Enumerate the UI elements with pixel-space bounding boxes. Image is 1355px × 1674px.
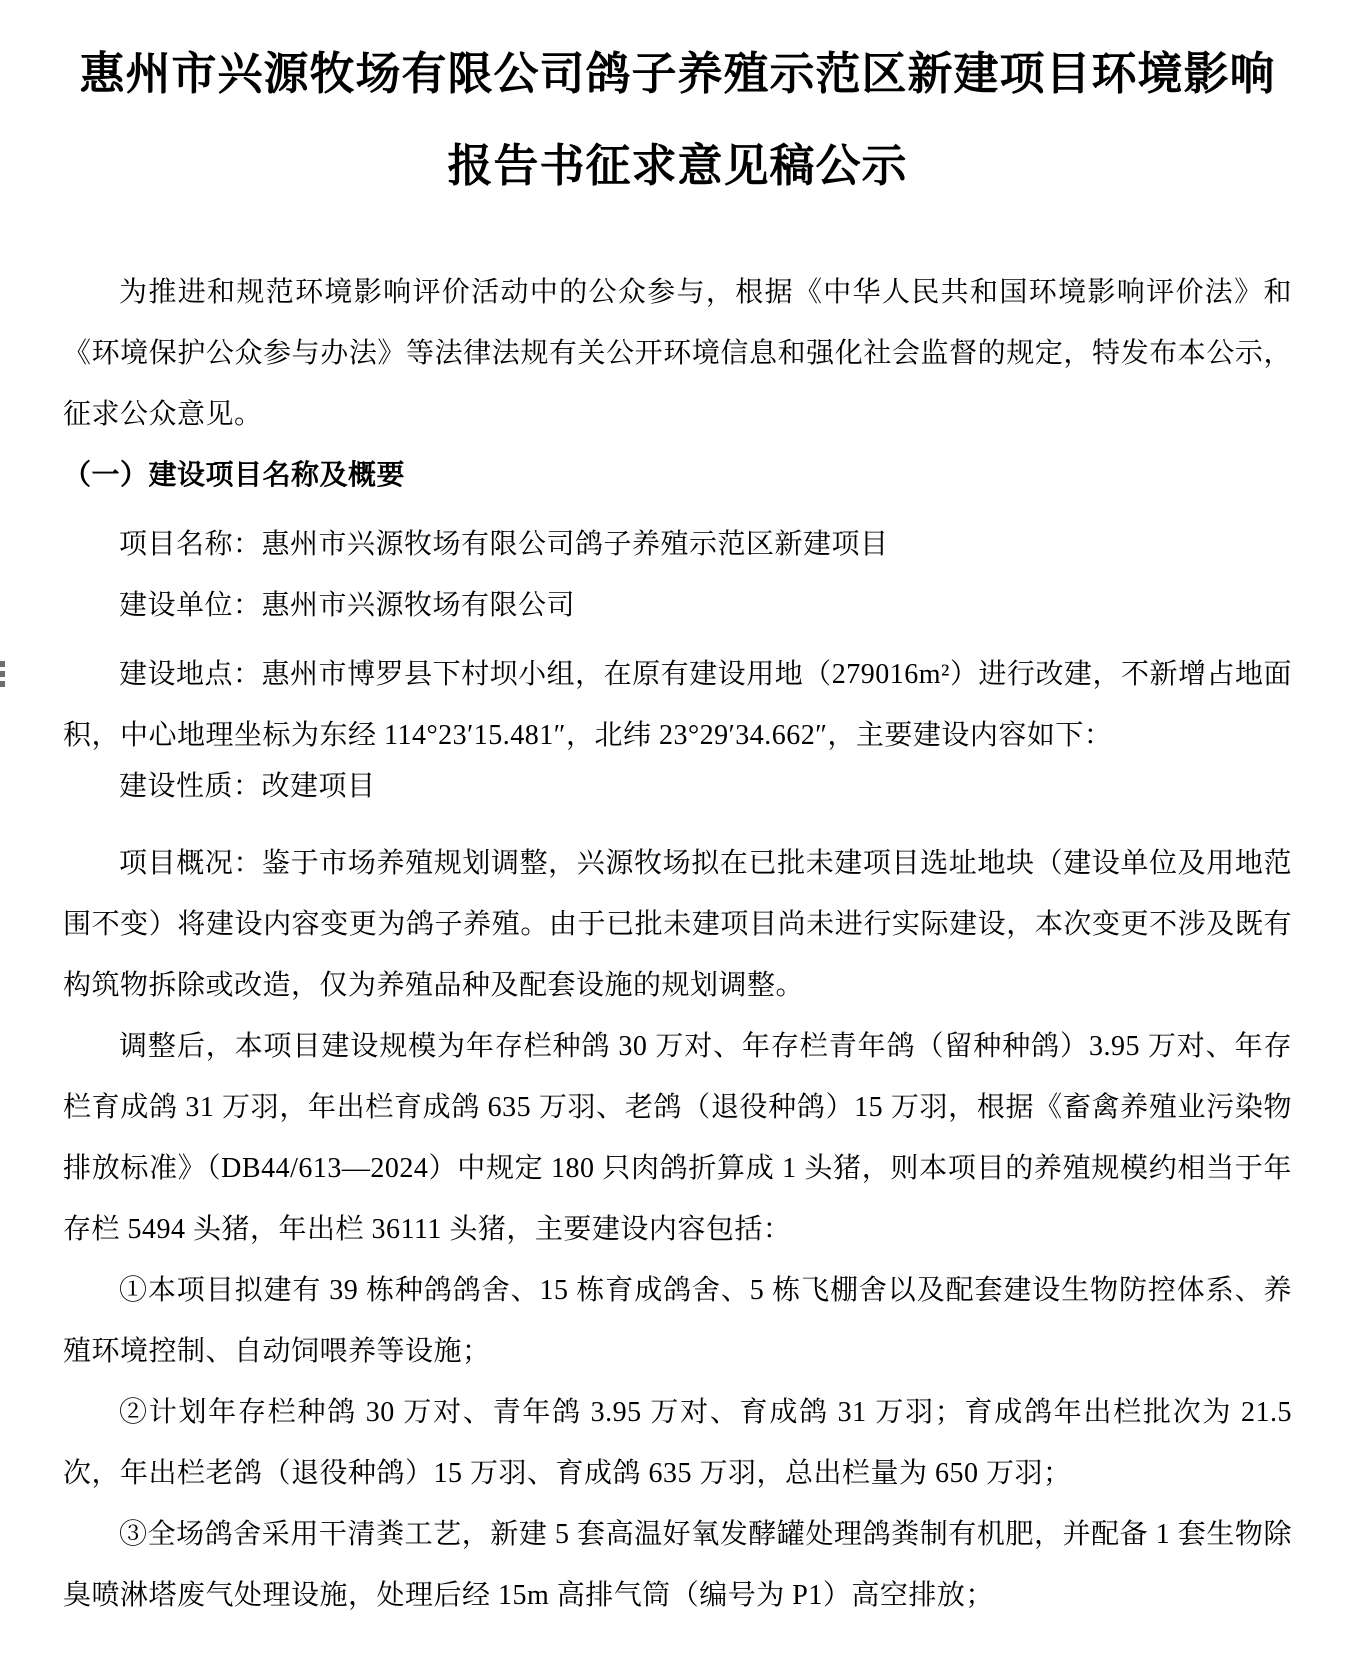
- margin-dot: [0, 661, 5, 667]
- margin-marker-dots: [0, 661, 6, 687]
- paragraph-intro: 为推进和规范环境影响评价活动中的公众参与，根据《中华人民共和国环境影响评价法》和《环境保护公众参与办法》等法律法规有关公开环境信息和强化社会监督的规定，特发布本公示，征求公众意见。: [63, 277, 1292, 430]
- document-title-line-1: 惠州市兴源牧场有限公司鸽子养殖示范区新建项目环境影响: [79, 48, 1276, 99]
- paragraph-item-3: ③全场鸽舍采用干清粪工艺，新建 5 套高温好氧发酵罐处理鸽粪制有机肥，并配备 1 套生物除臭喷淋塔废气处理设施，处理后经 15m 高排气筒（编号为 P1）高空排放；: [63, 1519, 1292, 1611]
- paragraph-item-2: ②计划年存栏种鸽 30 万对、青年鸽 3.95 万对、育成鸽 31 万羽；育成鸽年出栏批次为 21.5 次，年出栏老鸽（退役种鸽）15 万羽、育成鸽 635 万羽，总出栏量为 650 万羽；: [63, 1397, 1292, 1489]
- paragraph-construction-nature: 建设性质：改建项目: [119, 771, 376, 802]
- margin-dot: [0, 681, 5, 687]
- paragraph-project-overview: 项目概况：鉴于市场养殖规划调整，兴源牧场拟在已批未建项目选址地块（建设单位及用地范围不变）将建设内容变更为鸽子养殖。由于已批未建项目尚未进行实际建设，本次变更不涉及既有构筑物拆除或改造，仅为养殖品种及配套设施的规划调整。: [63, 848, 1292, 1001]
- document-title: [63, 28, 1292, 212]
- section-heading-project-overview: （一）建设项目名称及概要: [63, 460, 406, 491]
- paragraph-construction-location: 建设地点：惠州市博罗县下村坝小组，在原有建设用地（279016m²）进行改建，不新增占地面积，中心地理坐标为东经 114°23′15.481″，北纬 23°29′34.662″，主要建设内容如下：: [63, 659, 1292, 751]
- paragraph-project-name: 项目名称：惠州市兴源牧场有限公司鸽子养殖示范区新建项目: [119, 529, 889, 560]
- paragraph-item-1: ①本项目拟建有 39 栋种鸽鸽舍、15 栋育成鸽舍、5 栋飞棚舍以及配套建设生物防控体系、养殖环境控制、自动饲喂养等设施；: [63, 1275, 1292, 1367]
- margin-dot: [0, 671, 5, 677]
- paragraph-project-scale: 调整后，本项目建设规模为年存栏种鸽 30 万对、年存栏青年鸽（留种种鸽）3.95 万对、年存栏育成鸽 31 万羽，年出栏育成鸽 635 万羽、老鸽（退役种鸽）15 万羽，根据《畜禽养殖业污染物排放标准》（DB44/613—2024）中规定 180 只肉鸽折算成 1 头猪，则本项目的养殖规模约相当于年存栏 5494 头猪，年出栏 36111 头猪，主要建设内容包括：: [63, 1031, 1292, 1245]
- paragraph-construction-unit: 建设单位：惠州市兴源牧场有限公司: [119, 590, 576, 621]
- document-title-line-2: 报告书征求意见稿公示: [447, 140, 908, 191]
